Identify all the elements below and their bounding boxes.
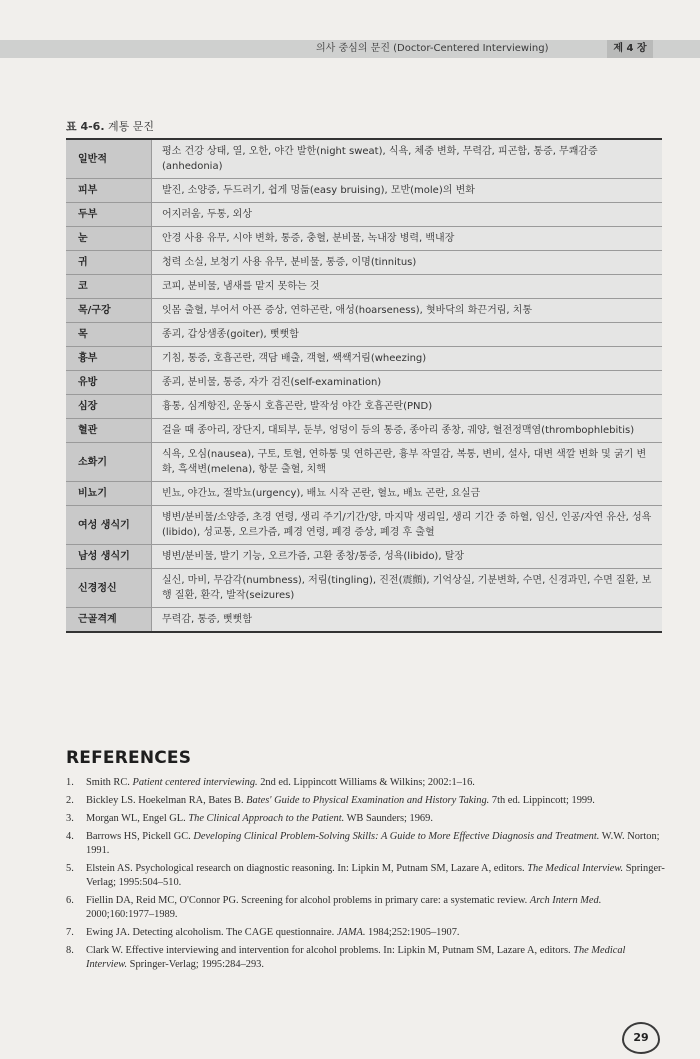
row-category: 일반적 <box>66 139 152 179</box>
reference-title: The Medical Interview. <box>527 863 624 874</box>
row-category: 눈 <box>66 227 152 251</box>
reference-authors: Bickley LS. Hoekelman RA, Bates B. <box>86 795 247 806</box>
reference-item <box>66 894 666 922</box>
table-row <box>66 299 662 323</box>
reference-item <box>66 862 666 890</box>
reference-title: JAMA. <box>336 927 366 938</box>
reference-title: Developing Clinical Problem-Solving Skills: A Guide to More Effective Diagnosis and Treatment. <box>193 831 600 842</box>
review-of-systems-table <box>66 138 662 633</box>
reference-source: 7th ed. Lippincott; 1999. <box>489 795 595 806</box>
reference-title: Bates' Guide to Physical Examination and History Taking. <box>246 795 490 806</box>
row-category: 코 <box>66 275 152 299</box>
chapter-label: 제 4 장 <box>607 40 653 58</box>
table-label: 표 4-6. <box>66 120 105 133</box>
reference-authors: Morgan WL, Engel GL. <box>86 813 189 824</box>
reference-number: 2. <box>66 795 74 806</box>
row-category: 흉부 <box>66 347 152 371</box>
reference-item <box>66 812 666 826</box>
reference-number: 5. <box>66 863 74 874</box>
reference-item <box>66 830 666 858</box>
row-items: 빈뇨, 야간뇨, 절박뇨(urgency), 배뇨 시작 곤란, 혈뇨, 배뇨 곤란, 요실금 <box>152 482 663 506</box>
references-list <box>66 776 666 976</box>
row-category: 혈관 <box>66 419 152 443</box>
row-items: 무력감, 통증, 뻣뻣함 <box>152 608 663 633</box>
reference-authors: Barrows HS, Pickell GC. <box>86 831 194 842</box>
reference-item <box>66 776 666 790</box>
row-items: 평소 건강 상태, 열, 오한, 야간 발한(night sweat), 식욕, 체중 변화, 무력감, 피곤함, 통증, 무쾌감증(anhedonia) <box>152 139 663 179</box>
reference-item <box>66 794 666 808</box>
reference-number: 7. <box>66 927 74 938</box>
row-category: 피부 <box>66 179 152 203</box>
reference-item <box>66 926 666 940</box>
reference-source: 2nd ed. Lippincott Williams & Wilkins; 2002:1–16. <box>257 777 475 788</box>
table-row <box>66 608 662 633</box>
reference-title: Patient centered interviewing. <box>132 777 258 788</box>
reference-source: W.W. Norton; 1991. <box>86 831 660 856</box>
reference-authors: Ewing JA. Detecting alcoholism. The CAGE questionnaire. <box>86 927 337 938</box>
row-items: 종괴, 갑상샘종(goiter), 뻣뻣함 <box>152 323 663 347</box>
row-category: 목/구강 <box>66 299 152 323</box>
reference-source: WB Saunders; 1969. <box>344 813 433 824</box>
table-row <box>66 179 662 203</box>
reference-number: 4. <box>66 831 74 842</box>
references-heading: REFERENCES <box>66 748 192 768</box>
reference-title: The Clinical Approach to the Patient. <box>188 813 345 824</box>
reference-authors: Smith RC. <box>86 777 133 788</box>
row-items: 실신, 마비, 무감각(numbness), 저림(tingling), 진전(震顫), 기억상실, 기분변화, 수면, 신경과민, 수면 질환, 보행 질환, 환각, 발작(seizures) <box>152 569 663 608</box>
row-items: 어지러움, 두통, 외상 <box>152 203 663 227</box>
row-items: 병변/분비물, 발기 기능, 오르가즘, 고환 종창/통증, 성욕(libido), 탈장 <box>152 545 663 569</box>
table-row <box>66 443 662 482</box>
row-items: 기침, 통증, 호흡곤란, 객담 배출, 객혈, 쌕쌕거림(wheezing) <box>152 347 663 371</box>
row-category: 귀 <box>66 251 152 275</box>
running-header-title: 의사 중심의 문진 (Doctor-Centered Interviewing) <box>316 43 549 54</box>
table-row <box>66 139 662 179</box>
reference-source: 2000;160:1977–1989. <box>86 909 178 920</box>
page-number: 29 <box>622 1022 660 1054</box>
table-row <box>66 323 662 347</box>
row-category: 소화기 <box>66 443 152 482</box>
table-caption: 계통 문진 <box>108 120 155 133</box>
table-row <box>66 395 662 419</box>
row-items: 흉통, 심계항진, 운동시 호흡곤란, 발작성 야간 호흡곤란(PND) <box>152 395 663 419</box>
row-items: 코피, 분비물, 냄새를 맡지 못하는 것 <box>152 275 663 299</box>
row-items: 종괴, 분비물, 통증, 자가 검진(self-examination) <box>152 371 663 395</box>
row-category: 근골격계 <box>66 608 152 633</box>
row-items: 식욕, 오심(nausea), 구토, 토혈, 연하통 및 연하곤란, 흉부 작열감, 복통, 변비, 설사, 대변 색깔 변화 및 굵기 변화, 흑색변(melena), 항문 출혈, 치핵 <box>152 443 663 482</box>
reference-authors: Fiellin DA, Reid MC, O'Connor PG. Screening for alcohol problems in primary care: a systematic review. <box>86 895 530 906</box>
table-row <box>66 275 662 299</box>
row-items: 안경 사용 유무, 시야 변화, 통증, 충혈, 분비물, 녹내장 병력, 백내장 <box>152 227 663 251</box>
table-row <box>66 371 662 395</box>
row-items: 청력 소실, 보청기 사용 유무, 분비물, 통증, 이명(tinnitus) <box>152 251 663 275</box>
reference-source: 1984;252:1905–1907. <box>365 927 460 938</box>
reference-authors: Elstein AS. Psychological research on diagnostic reasoning. In: Lipkin M, Putnam SM, Lazare A, editors. <box>86 863 528 874</box>
table-row <box>66 419 662 443</box>
reference-item <box>66 944 666 972</box>
reference-number: 1. <box>66 777 74 788</box>
row-category: 여성 생식기 <box>66 506 152 545</box>
table-row <box>66 506 662 545</box>
row-items: 걸을 때 종아리, 장단지, 대퇴부, 둔부, 엉덩이 등의 통증, 종아리 종창, 궤양, 혈전정맥염(thrombophlebitis) <box>152 419 663 443</box>
table-row <box>66 545 662 569</box>
row-category: 유방 <box>66 371 152 395</box>
table-row <box>66 227 662 251</box>
reference-number: 8. <box>66 945 74 956</box>
reference-number: 6. <box>66 895 74 906</box>
table-row <box>66 251 662 275</box>
table-row <box>66 347 662 371</box>
reference-title: Arch Intern Med. <box>529 895 602 906</box>
reference-number: 3. <box>66 813 74 824</box>
row-items: 병변/분비물/소양증, 초경 연령, 생리 주기/기간/양, 마지막 생리일, 생리 기간 중 하혈, 임신, 인공/자연 유산, 성욕(libido), 성교통, 오르가즘, 폐경 연령, 폐경 증상, 폐경 후 출혈 <box>152 506 663 545</box>
row-items: 잇몸 출혈, 부어서 아픈 증상, 연하곤란, 애성(hoarseness), 혓바닥의 화끈거림, 치통 <box>152 299 663 323</box>
row-category: 심장 <box>66 395 152 419</box>
table-row <box>66 569 662 608</box>
reference-source: Springer-Verlag; 1995:284–293. <box>127 959 264 970</box>
reference-authors: Clark W. Effective interviewing and intervention for alcohol problems. In: Lipkin M, Putnam SM, Lazare A, editors. <box>86 945 574 956</box>
row-items: 발진, 소양증, 두드러기, 쉽게 멍듦(easy bruising), 모반(mole)의 변화 <box>152 179 663 203</box>
table-title <box>66 118 154 134</box>
row-category: 비뇨기 <box>66 482 152 506</box>
reference-source: Springer-Verlag; 1995:504–510. <box>86 863 665 888</box>
row-category: 신경정신 <box>66 569 152 608</box>
reference-title: The Medical Interview. <box>86 945 626 970</box>
row-category: 남성 생식기 <box>66 545 152 569</box>
row-category: 목 <box>66 323 152 347</box>
row-category: 두부 <box>66 203 152 227</box>
table-row <box>66 203 662 227</box>
table-row <box>66 482 662 506</box>
